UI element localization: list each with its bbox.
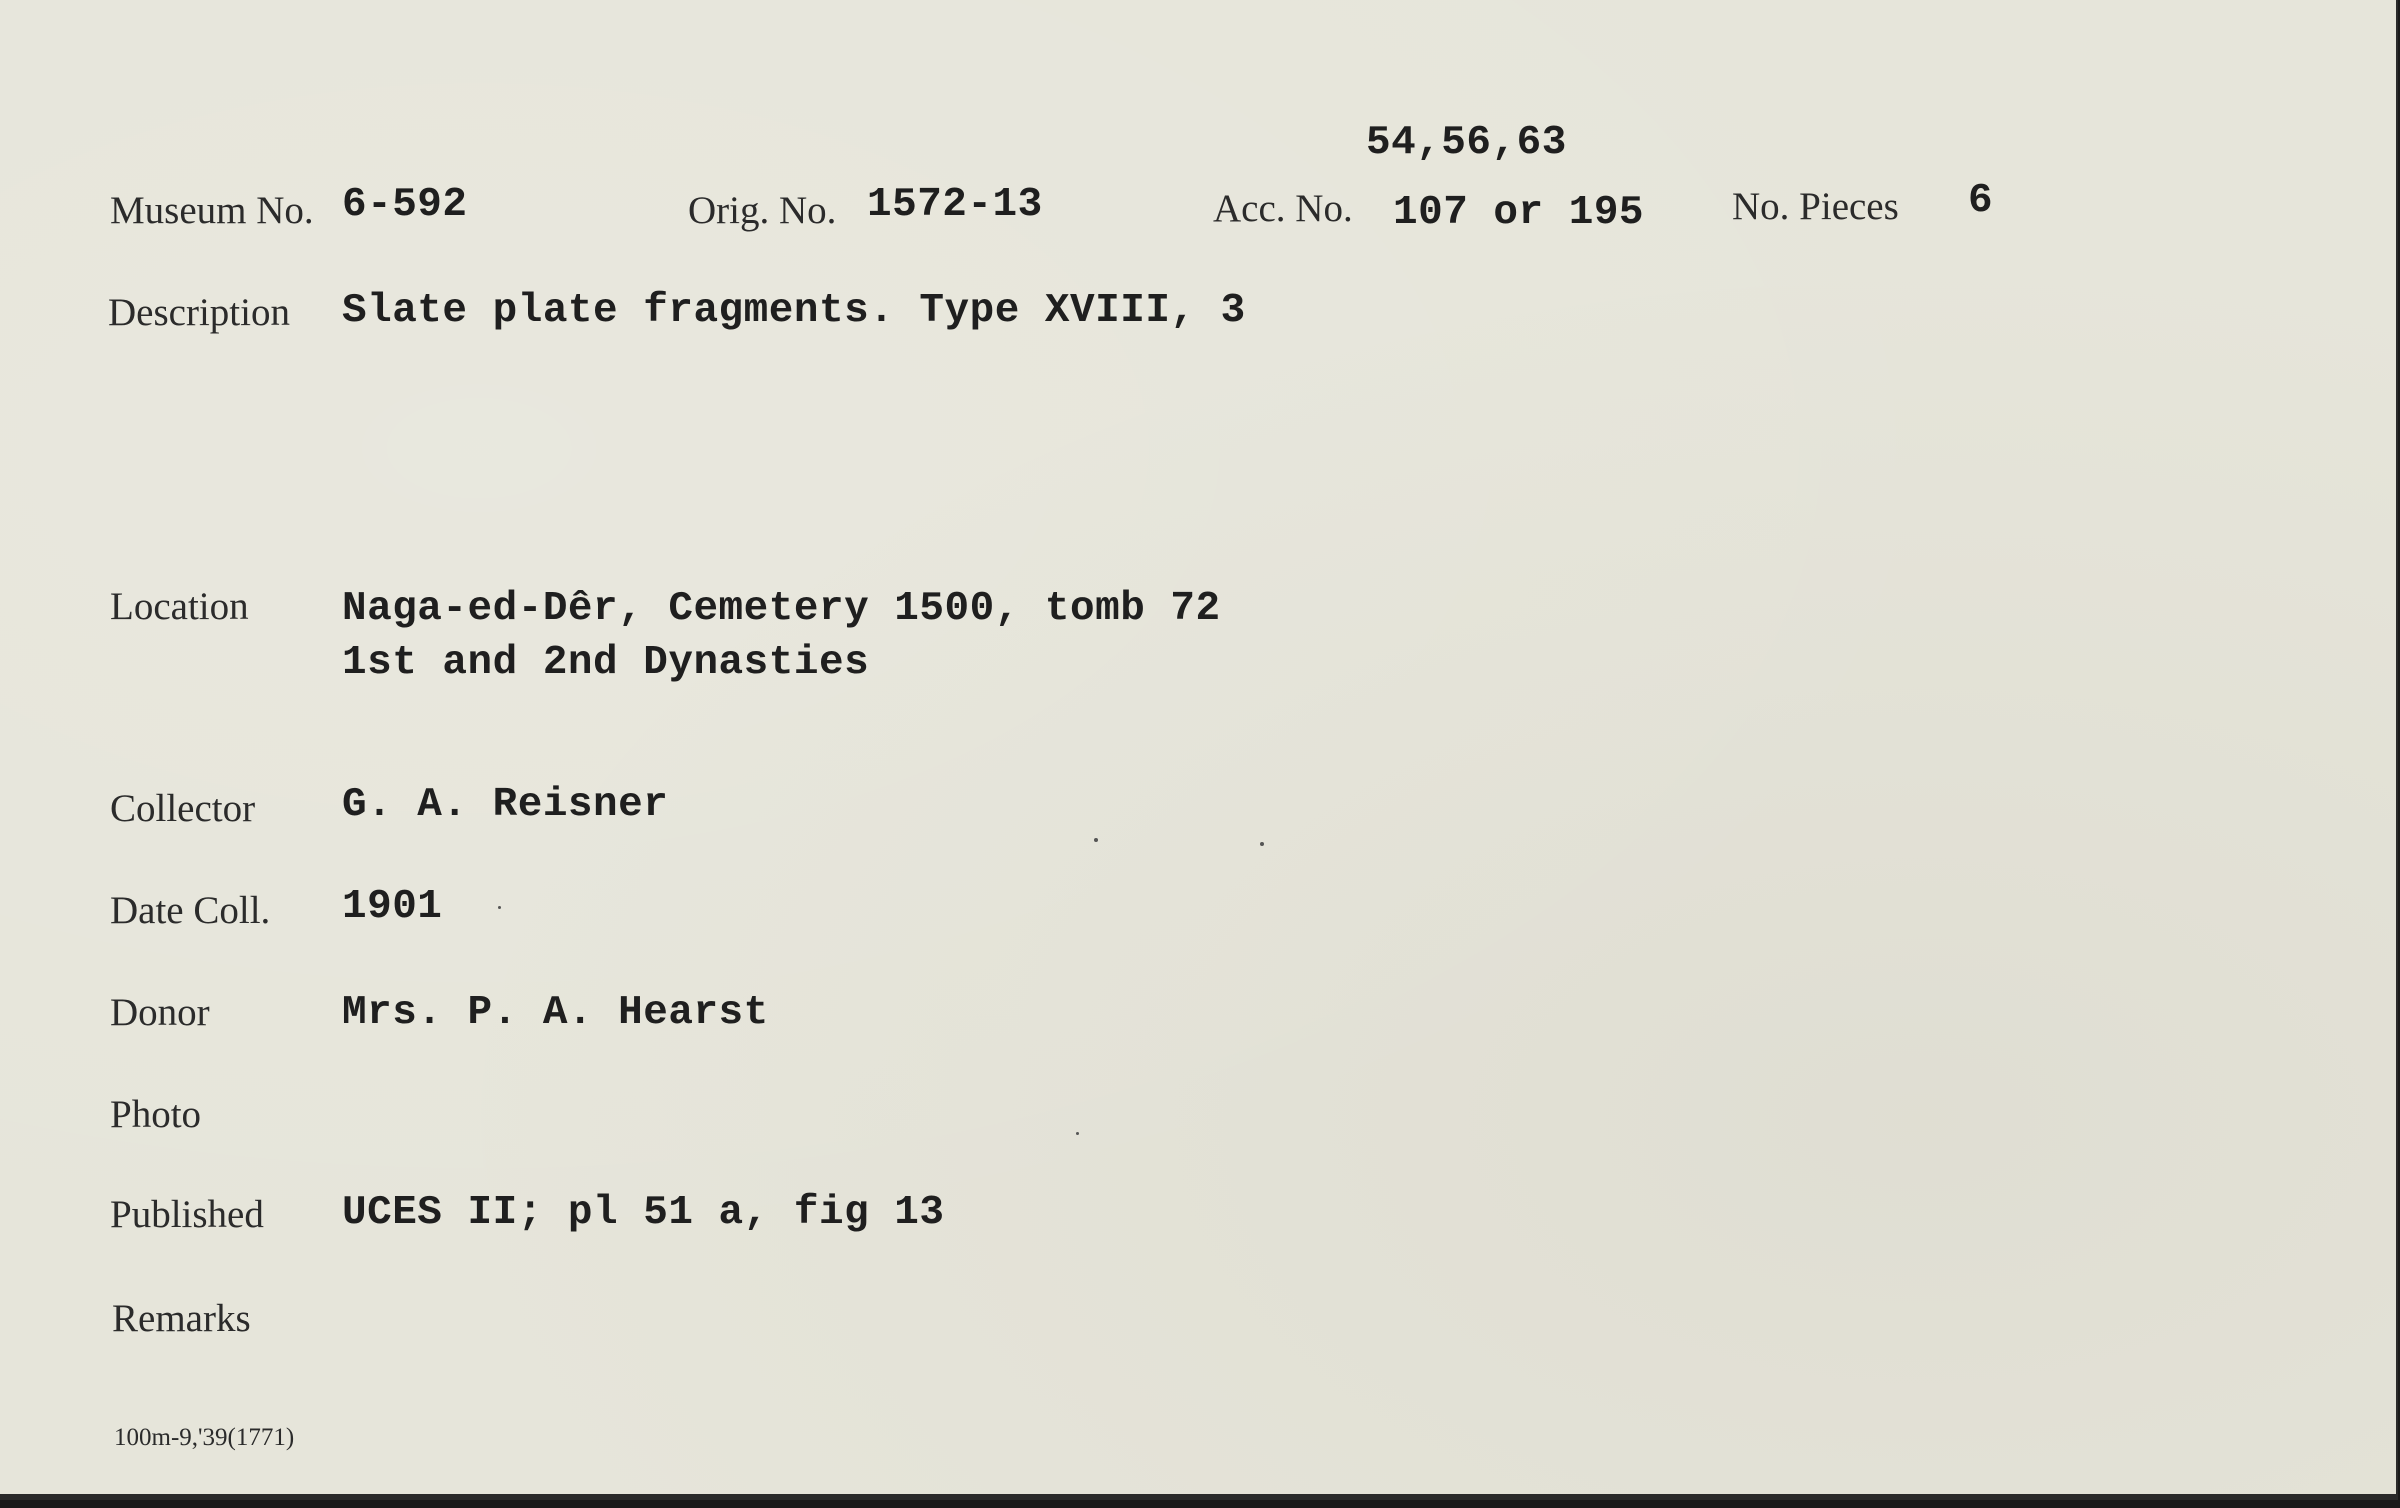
location-line-1: Naga-ed-Dêr, Cemetery 1500, tomb 72	[342, 586, 1221, 632]
description-value: Slate plate fragments. Type XVIII, 3	[342, 288, 1246, 334]
paper-speck	[1076, 1132, 1079, 1135]
museum-no-label: Museum No.	[110, 189, 314, 232]
donor-value: Mrs. P. A. Hearst	[342, 990, 769, 1036]
date-coll-label: Date Coll.	[110, 889, 271, 932]
paper-speck	[1094, 838, 1098, 842]
published-label: Published	[110, 1193, 264, 1236]
location-label: Location	[110, 585, 249, 628]
description-label: Description	[108, 291, 290, 334]
date-coll-value: 1901	[342, 884, 443, 930]
paper-speck	[498, 906, 501, 909]
collector-value: G. A. Reisner	[342, 782, 669, 828]
photo-label: Photo	[110, 1093, 202, 1136]
acc-no-label: Acc. No.	[1213, 187, 1353, 230]
orig-no-label: Orig. No.	[688, 189, 837, 232]
donor-label: Donor	[110, 991, 210, 1034]
no-pieces-value: 6	[1968, 178, 1994, 224]
acc-no-annotation: 54,56,63	[1366, 120, 1567, 166]
paper-speck	[1260, 842, 1264, 846]
remarks-label: Remarks	[112, 1297, 251, 1340]
location-line-2: 1st and 2nd Dynasties	[342, 640, 870, 686]
orig-no-value: 1572-13	[867, 182, 1043, 228]
no-pieces-label: No. Pieces	[1732, 185, 1899, 228]
museum-no-value: 6-592	[342, 182, 468, 228]
form-print-code: 100m-9,'39(1771)	[114, 1424, 295, 1451]
acc-no-value: 107 or 195	[1393, 190, 1645, 236]
published-value: UCES II; pl 51 a, fig 13	[342, 1190, 945, 1236]
collector-label: Collector	[110, 787, 256, 830]
